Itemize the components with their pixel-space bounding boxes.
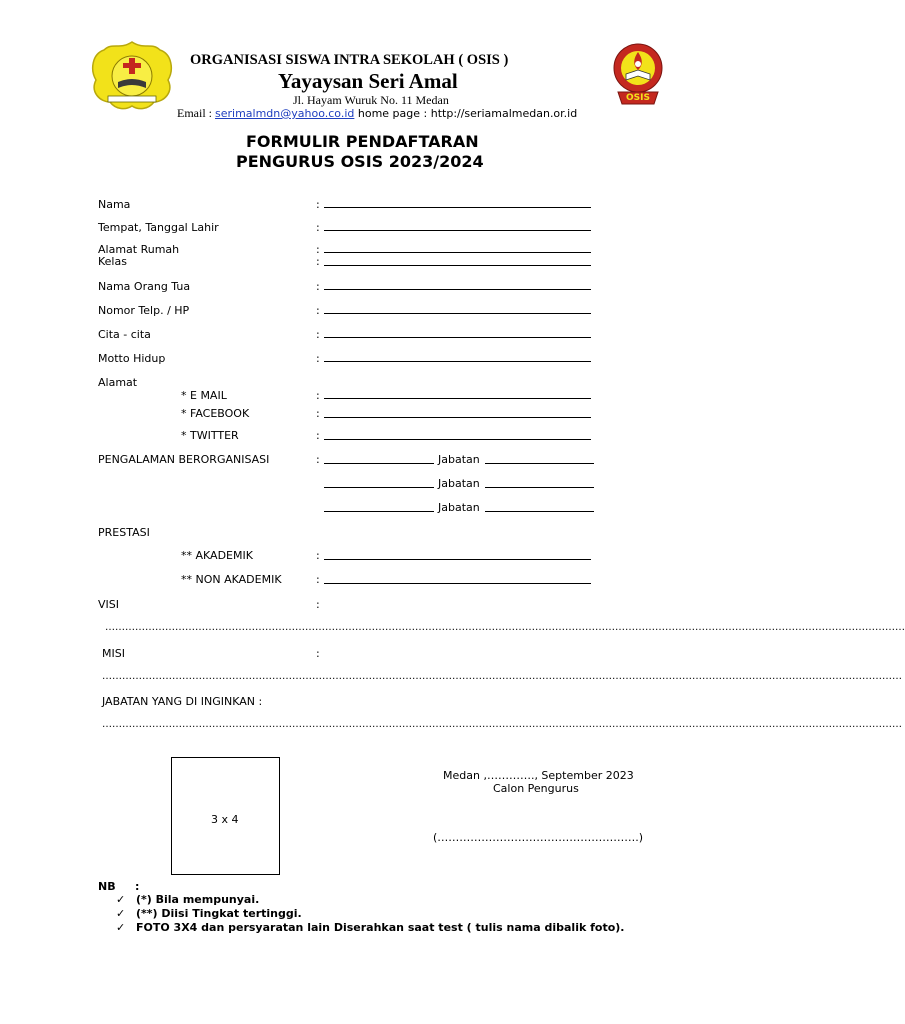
note-item-2: (**) Diisi Tingkat tertinggi.	[136, 907, 302, 920]
osis-logo	[612, 40, 664, 112]
field-kelas-line[interactable]	[324, 265, 591, 266]
field-email-colon: :	[316, 389, 320, 402]
field-twitter-line[interactable]	[324, 439, 591, 440]
field-non-akademik-colon: :	[316, 573, 320, 586]
note-check-icon: ✓	[116, 921, 126, 934]
visi-dotted-line[interactable]: ……………………………………………………………………………………………………………………………………………………………………………………………………………………	[105, 622, 905, 633]
field-pengalaman-label: PENGALAMAN BERORGANISASI	[98, 453, 270, 466]
field-misi-label: MISI	[102, 647, 125, 660]
field-orang-tua-label: Nama Orang Tua	[98, 280, 191, 293]
form-title-line2: PENGURUS OSIS 2023/2024	[236, 152, 484, 171]
field-visi-label: VISI	[98, 598, 119, 611]
field-motto-line[interactable]	[324, 361, 591, 362]
signature-name-line[interactable]: (……………………………………………….)	[433, 831, 644, 844]
pengalaman-line-1[interactable]	[324, 463, 434, 464]
field-ttl-line[interactable]	[324, 230, 591, 231]
field-nama-colon: :	[316, 198, 320, 211]
homepage-label: home page :	[354, 107, 431, 120]
email-label: Email :	[177, 106, 215, 120]
field-email-line[interactable]	[324, 398, 591, 399]
foundation-name: Yayaysan Seri Amal	[278, 69, 458, 93]
signature-place-date: Medan ,…………., September 2023	[443, 769, 634, 782]
field-email-label: * E MAIL	[181, 389, 227, 402]
field-twitter-label: * TWITTER	[181, 429, 239, 442]
field-alamat-rumah-line[interactable]	[324, 252, 591, 253]
osis-logo-text: OSIS	[626, 93, 650, 103]
field-motto-colon: :	[316, 352, 320, 365]
field-kelas-colon: :	[316, 255, 320, 268]
note-item-1: (*) Bila mempunyai.	[136, 893, 260, 906]
email-link[interactable]: serimalmdn@yahoo.co.id	[215, 107, 355, 120]
field-facebook-colon: :	[316, 407, 320, 420]
notes-heading: NB	[98, 880, 116, 893]
notes-colon: :	[135, 880, 140, 893]
jabatan-label-2: Jabatan	[438, 477, 480, 490]
field-twitter-colon: :	[316, 429, 320, 442]
school-logo	[88, 40, 176, 112]
field-facebook-label: * FACEBOOK	[181, 407, 250, 420]
field-alamat-label: Alamat	[98, 376, 138, 389]
field-misi-colon: :	[316, 647, 320, 660]
field-kelas-label: Kelas	[98, 255, 127, 268]
jabatan-label-1: Jabatan	[438, 453, 480, 466]
homepage-url[interactable]: http://seriamalmedan.or.id	[430, 107, 578, 120]
field-telp-line[interactable]	[324, 313, 591, 314]
field-alamat-rumah-colon: :	[316, 243, 320, 256]
jabatan-line-3[interactable]	[485, 511, 594, 512]
org-line: ORGANISASI SISWA INTRA SEKOLAH ( OSIS )	[190, 52, 509, 68]
field-cita-colon: :	[316, 328, 320, 341]
photo-box-label: 3 x 4	[211, 813, 239, 826]
jabatan-ingin-dotted-line[interactable]: ……………………………………………………………………………………………………………………………………………………………………………………………………………………	[102, 719, 902, 730]
field-orang-tua-line[interactable]	[324, 289, 591, 290]
contact-line	[177, 106, 577, 121]
field-akademik-colon: :	[316, 549, 320, 562]
form-title-line1: FORMULIR PENDAFTARAN	[246, 132, 479, 151]
field-cita-line[interactable]	[324, 337, 591, 338]
field-facebook-line[interactable]	[324, 417, 591, 418]
field-non-akademik-label: ** NON AKADEMIK	[181, 573, 282, 586]
note-item-3: FOTO 3X4 dan persyaratan lain Diserahkan saat test ( tulis nama dibalik foto).	[136, 921, 625, 934]
field-alamat-rumah-label: Alamat Rumah	[98, 243, 180, 256]
field-visi-colon: :	[316, 598, 320, 611]
jabatan-line-2[interactable]	[485, 487, 594, 488]
field-nama-line[interactable]	[324, 207, 591, 208]
school-address: Jl. Hayam Wuruk No. 11 Medan	[293, 93, 449, 107]
note-check-icon: ✓	[116, 893, 126, 906]
field-akademik-line[interactable]	[324, 559, 591, 560]
field-pengalaman-colon: :	[316, 453, 320, 466]
jabatan-label-3: Jabatan	[438, 501, 480, 514]
field-non-akademik-line[interactable]	[324, 583, 591, 584]
misi-dotted-line[interactable]: ……………………………………………………………………………………………………………………………………………………………………………………………………………………	[102, 671, 902, 682]
field-akademik-label: ** AKADEMIK	[181, 549, 253, 562]
field-ttl-colon: :	[316, 221, 320, 234]
field-telp-label: Nomor Telp. / HP	[98, 304, 190, 317]
jabatan-line-1[interactable]	[485, 463, 594, 464]
field-motto-label: Motto Hidup	[98, 352, 166, 365]
field-jabatan-ingin-label: JABATAN YANG DI INGINKAN :	[102, 695, 263, 708]
field-nama-label: Nama	[98, 198, 131, 211]
pengalaman-line-2[interactable]	[324, 487, 434, 488]
field-cita-label: Cita - cita	[98, 328, 151, 341]
signature-role: Calon Pengurus	[493, 782, 579, 795]
field-orang-tua-colon: :	[316, 280, 320, 293]
field-telp-colon: :	[316, 304, 320, 317]
field-ttl-label: Tempat, Tanggal Lahir	[98, 221, 219, 234]
field-prestasi-label: PRESTASI	[98, 526, 150, 539]
pengalaman-line-3[interactable]	[324, 511, 434, 512]
note-check-icon: ✓	[116, 907, 126, 920]
